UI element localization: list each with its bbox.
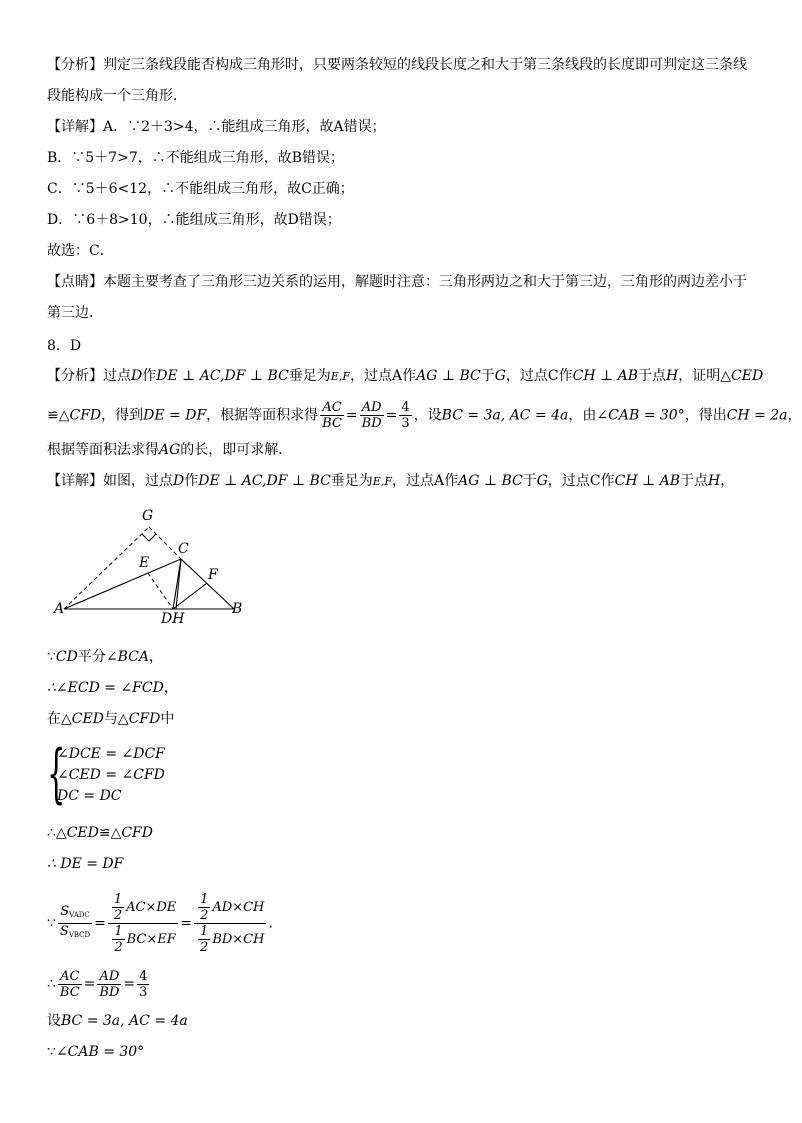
step-ratio-result bbox=[47, 966, 151, 1002]
q8-analysis-line1 bbox=[47, 366, 763, 387]
half bbox=[112, 892, 124, 923]
product: AC×DE bbox=[126, 900, 177, 915]
system-line-1: ∠DCE = ∠DCF bbox=[57, 746, 165, 762]
text: ， bbox=[720, 473, 735, 489]
s-symbol: S bbox=[59, 924, 69, 939]
text: ， bbox=[787, 407, 802, 424]
because-symbol: ∵ bbox=[47, 1044, 56, 1060]
q8-analysis-line3 bbox=[47, 440, 292, 460]
text: ，过点C作 bbox=[505, 368, 573, 384]
half bbox=[198, 892, 210, 923]
math: CD bbox=[55, 649, 78, 665]
q8-detail-line1 bbox=[47, 471, 734, 492]
math: DE = DF bbox=[143, 407, 207, 424]
text: 设 bbox=[47, 1013, 61, 1029]
math: E,F bbox=[330, 370, 350, 383]
denominator bbox=[194, 924, 266, 955]
step-set-values bbox=[47, 1011, 188, 1031]
denominator: BD bbox=[361, 416, 382, 431]
period: . bbox=[268, 915, 273, 932]
denominator: 2 bbox=[114, 940, 123, 955]
math: CED bbox=[731, 368, 764, 384]
text: ，过点A作 bbox=[349, 368, 417, 384]
numerator: 1 bbox=[200, 924, 209, 939]
equals: = bbox=[123, 976, 136, 992]
math: G bbox=[536, 473, 548, 489]
text: 中 bbox=[160, 711, 175, 727]
math: DE ⊥ AC,DF ⊥ BC bbox=[198, 473, 331, 489]
denominator: 2 bbox=[113, 908, 123, 923]
text: 于点 bbox=[680, 473, 709, 489]
therefore-symbol: ∴ bbox=[47, 976, 56, 992]
math: H bbox=[666, 368, 679, 384]
math: H bbox=[708, 473, 721, 489]
step-congruent bbox=[47, 823, 153, 843]
label-c: C bbox=[178, 541, 189, 557]
fraction-ad-bd bbox=[97, 969, 121, 1000]
segment-de bbox=[148, 573, 173, 609]
step-de-df bbox=[47, 854, 123, 874]
math: AG ⊥ BC bbox=[416, 368, 481, 384]
fraction-4-3 bbox=[137, 969, 149, 1000]
label-e: E bbox=[139, 555, 150, 571]
text: ≌△ bbox=[47, 407, 70, 424]
numerator: 1 bbox=[200, 892, 209, 907]
math: CFD bbox=[128, 711, 161, 727]
numerator: AC bbox=[320, 400, 344, 416]
equals: = bbox=[94, 915, 106, 932]
label-f: F bbox=[208, 567, 218, 583]
text: ， bbox=[148, 649, 163, 665]
subscript: VBCD bbox=[68, 931, 91, 939]
step-angle-cab bbox=[47, 1042, 144, 1062]
text: ，由 bbox=[568, 407, 597, 424]
numerator: 4 bbox=[401, 400, 410, 415]
math: CED bbox=[66, 825, 99, 841]
question-number: 8．D bbox=[47, 338, 82, 354]
detail-option-a: 【详解】A．∵2＋3>4，∴能组成三角形，故A错误； bbox=[47, 119, 386, 135]
math: CED bbox=[71, 711, 104, 727]
because-symbol: ∵ bbox=[47, 915, 56, 932]
step-triangles bbox=[47, 709, 174, 729]
fraction-ac-bc bbox=[320, 400, 344, 431]
detail-option-c: C．∵5＋6<12，∴不能组成三角形，故C正确； bbox=[47, 181, 354, 197]
equals: = bbox=[385, 407, 398, 424]
comment-line: 【点睛】本题主要考查了三角形三边关系的运用，解题时注意：三角形两边之和大于第三边，三角形的两边差小于 bbox=[47, 274, 747, 290]
text: ，根据等面积求得 bbox=[206, 407, 319, 424]
text: 【详解】如图，过点 bbox=[47, 473, 173, 489]
fraction-ac-bc bbox=[58, 969, 82, 1000]
triangle-diagram bbox=[50, 505, 250, 625]
fraction-ad-ch bbox=[194, 892, 266, 955]
detail-option-b: B．∵5＋7>7，∴不能组成三角形，故B错误； bbox=[47, 150, 345, 166]
text: ，得出 bbox=[684, 407, 727, 424]
denominator: 2 bbox=[200, 908, 209, 923]
product: BC×EF bbox=[126, 932, 176, 947]
segment-ac bbox=[64, 559, 181, 609]
math: ∠BCA bbox=[105, 649, 149, 665]
numerator bbox=[194, 892, 266, 924]
math: AG ⊥ BC bbox=[458, 473, 523, 489]
comment-line-cont: 第三边． bbox=[47, 305, 103, 321]
system-lines bbox=[57, 744, 165, 807]
numerator: 1 bbox=[113, 892, 123, 907]
left-brace: { bbox=[47, 737, 66, 811]
text: ≌△ bbox=[98, 825, 122, 841]
denominator: 2 bbox=[200, 940, 209, 955]
fraction-ac-de bbox=[108, 892, 178, 955]
because-symbol: ∵ bbox=[47, 649, 56, 665]
text: ，过点C作 bbox=[547, 473, 615, 489]
math: BC = 3a, AC = 4a bbox=[61, 1013, 188, 1029]
text: 作 bbox=[184, 473, 199, 489]
text: 于点 bbox=[638, 368, 667, 384]
text: 根据等面积法求得 bbox=[47, 442, 159, 458]
text: ，证明△ bbox=[678, 368, 732, 384]
right-angle-mark bbox=[142, 534, 156, 541]
fraction-s-ratio bbox=[58, 904, 92, 943]
math: ∴ DE = DF bbox=[47, 856, 124, 872]
label-b: B bbox=[232, 601, 243, 617]
denominator: BC bbox=[322, 416, 342, 431]
math: ∴∠ECD = ∠FCD bbox=[47, 680, 164, 696]
text: 作 bbox=[142, 368, 157, 384]
text: ， bbox=[163, 680, 178, 696]
text: ，过点A作 bbox=[391, 473, 459, 489]
product: BD×CH bbox=[212, 932, 265, 947]
denominator: BD bbox=[99, 984, 120, 1000]
math: DE ⊥ AC,DF ⊥ BC bbox=[156, 368, 289, 384]
segment-ag bbox=[64, 527, 149, 609]
math: CH = 2a bbox=[726, 407, 788, 424]
math: CH ⊥ AB bbox=[614, 473, 681, 489]
text: 于 bbox=[480, 368, 495, 384]
equals: = bbox=[180, 915, 193, 932]
text: 【分析】过点 bbox=[47, 368, 131, 384]
step-area-ratio bbox=[47, 892, 273, 955]
label-dh: DH bbox=[161, 611, 185, 627]
math: CFD bbox=[121, 825, 153, 841]
denominator: BC bbox=[59, 984, 80, 1000]
numerator: 4 bbox=[139, 968, 148, 984]
math: E,F bbox=[372, 475, 392, 488]
step-cd-bisects bbox=[47, 647, 163, 667]
text: 在△ bbox=[47, 711, 72, 727]
label-g: G bbox=[142, 508, 154, 524]
math: D bbox=[131, 368, 143, 384]
detail-option-d: D．∵6＋8>10，∴能组成三角形，故D错误； bbox=[47, 212, 341, 228]
text: 垂足为 bbox=[330, 473, 373, 489]
subscript: VADC bbox=[69, 911, 90, 919]
analysis-line-cont: 段能构成一个三角形． bbox=[47, 88, 187, 104]
math: ∠CAB = 30° bbox=[596, 407, 685, 424]
math: BC = 3a, AC = 4a bbox=[441, 407, 569, 424]
text: 于 bbox=[522, 473, 537, 489]
fraction-ad-bd bbox=[360, 400, 384, 431]
text: ，设 bbox=[413, 407, 442, 424]
system-line-2: ∠CED = ∠CFD bbox=[57, 767, 165, 783]
numerator: 1 bbox=[114, 924, 123, 939]
label-a: A bbox=[54, 601, 65, 617]
numerator: AD bbox=[360, 400, 384, 416]
q8-analysis-line2 bbox=[47, 400, 802, 431]
denominator bbox=[108, 924, 178, 955]
equals: = bbox=[83, 976, 96, 992]
text: 平分 bbox=[77, 649, 106, 665]
equals: = bbox=[345, 407, 358, 424]
step-angles-equal bbox=[47, 678, 178, 698]
numerator: AC bbox=[58, 969, 82, 985]
denominator: 3 bbox=[401, 416, 410, 431]
math: CFD bbox=[69, 407, 102, 424]
numerator: AD bbox=[97, 969, 121, 985]
math: ∠CAB = 30° bbox=[55, 1044, 145, 1060]
text: ，得到 bbox=[101, 407, 144, 424]
numerator bbox=[58, 904, 92, 924]
math: G bbox=[494, 368, 506, 384]
segment-gc bbox=[149, 527, 181, 559]
text: 垂足为 bbox=[288, 368, 331, 384]
text: ∴△ bbox=[47, 825, 67, 841]
s-symbol: S bbox=[60, 904, 70, 919]
denominator: 3 bbox=[139, 984, 148, 1000]
half bbox=[112, 924, 124, 955]
math: AG bbox=[159, 442, 181, 458]
text: 与△ bbox=[103, 711, 129, 727]
math: D bbox=[173, 473, 185, 489]
fraction-4-3 bbox=[399, 400, 411, 431]
system-line-3: DC = DC bbox=[57, 788, 122, 804]
analysis-line: 【分析】判定三条线段能否构成三角形时，只要两条较短的线段长度之和大于第三条线段的长度即可判定这三条线 bbox=[47, 57, 747, 73]
math: CH ⊥ AB bbox=[572, 368, 639, 384]
denominator bbox=[58, 924, 92, 943]
numerator bbox=[108, 892, 178, 924]
choice-line: 故选：C． bbox=[47, 243, 114, 259]
half bbox=[198, 924, 210, 955]
text: 的长，即可求解． bbox=[180, 442, 293, 458]
product: AD×CH bbox=[212, 900, 265, 915]
